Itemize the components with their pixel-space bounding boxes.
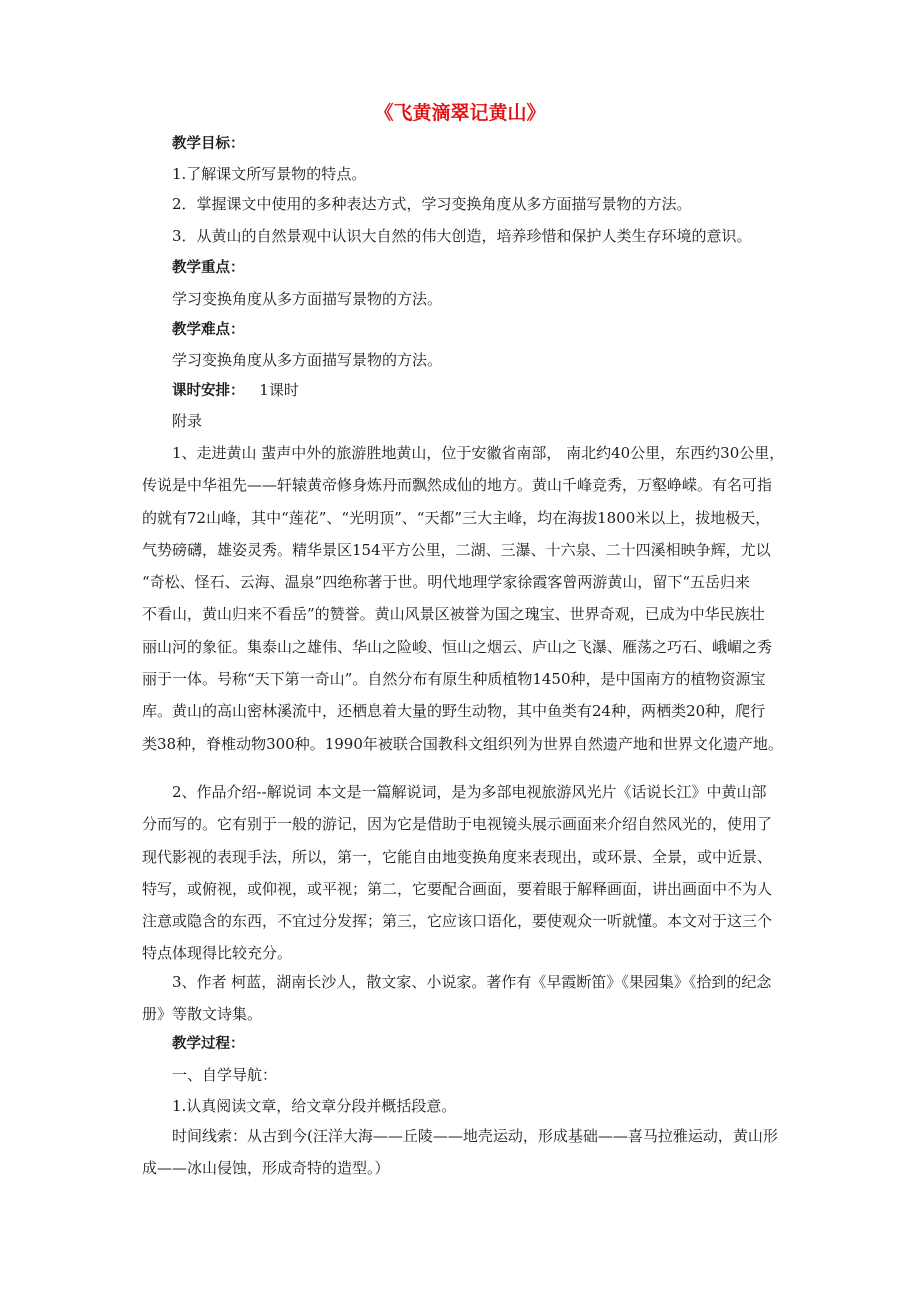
page-title: 《飞黄滴翠记黄山》 bbox=[374, 102, 546, 124]
process-section: 一、自学导航： bbox=[172, 1066, 278, 1084]
process-task: 1.认真阅读文章，给文章分段并概括段意。 bbox=[172, 1097, 457, 1115]
paragraph-line: 2、作品介绍--解说词 本文是一篇解说词，是为多部电视旅游风光片《话说长江》中黄山部 bbox=[172, 783, 767, 801]
paragraph-line: 3、作者 柯蓝，湖南长沙人，散文家、小说家。著作有《早霞断笛》《果园集》《拾到的纪念 bbox=[172, 973, 772, 991]
key-point-text: 学习变换角度从多方面描写景物的方法。 bbox=[172, 290, 443, 308]
paragraph-line: 1、走进黄山 蜚声中外的旅游胜地黄山，位于安徽省南部， 南北约40公里，东西约30公里， bbox=[172, 444, 785, 462]
paragraph-line: 册》等散文诗集。 bbox=[142, 1005, 263, 1024]
paragraph-line: 丽山河的象征。集泰山之雄伟、华山之险峻、恒山之烟云、庐山之飞瀑、雁荡之巧石、峨嵋之秀 bbox=[142, 637, 773, 656]
paragraph-line: 丽于一体。号称“天下第一奇山”。自然分布有原生种质植物1450种，是中国南方的植物资源宝 bbox=[142, 670, 766, 689]
schedule-heading: 课时安排： bbox=[172, 383, 245, 399]
paragraph-line: “奇松、怪石、云海、温泉”四绝称著于世。明代地理学家徐霞客曾两游黄山，留下“五岳归来 bbox=[142, 573, 751, 592]
paragraph-line: 库。黄山的高山密林溪流中，还栖息着大量的野生动物，其中鱼类有24种，两栖类20种，爬行 bbox=[142, 702, 766, 721]
paragraph-line: 的就有72山峰，其中“莲花”、“光明顶”、“天都”三大主峰，均在海拔1800米以上，拔地极天， bbox=[142, 508, 771, 527]
goal-item: 2．掌握课文中使用的多种表达方式，学习变换角度从多方面描写景物的方法。 bbox=[172, 195, 692, 213]
appendix-paragraph-1 bbox=[142, 437, 842, 760]
paragraph-line: 现代影视的表现手法，所以，第一，它能自由地变换角度来表现出，或环景、全景，或中近景、 bbox=[142, 847, 773, 866]
key-point-heading: 教学重点： bbox=[172, 260, 245, 276]
timeline-paragraph bbox=[142, 1120, 842, 1185]
goals-heading: 教学目标： bbox=[172, 136, 245, 152]
paragraph-line: 分而写的。它有别于一般的游记，因为它是借助于电视镜头展示画面来介绍自然风光的，使用了 bbox=[142, 815, 773, 834]
goal-item: 3．从黄山的自然景观中认识大自然的伟大创造，培养珍惜和保护人类生存环境的意识。 bbox=[172, 227, 752, 245]
paragraph-line: 不看山，黄山归来不看岳”的赞誉。黄山风景区被誉为国之瑰宝、世界奇观，已成为中华民族壮 bbox=[142, 605, 765, 624]
appendix-paragraph-3 bbox=[142, 966, 842, 1031]
paragraph-line: 时间线索：从古到今(汪洋大海——丘陵——地壳运动，形成基础——喜马拉雅运动，黄山形 bbox=[172, 1127, 778, 1145]
paragraph-line: 成——冰山侵蚀，形成奇特的造型。） bbox=[142, 1159, 390, 1178]
appendix-paragraph-2 bbox=[142, 776, 842, 970]
paragraph-line: 气势磅礴，雄姿灵秀。精华景区154平方公里，二湖、三瀑、十六泉、二十四溪相映争辉，尤以 bbox=[142, 540, 771, 559]
difficulty-text: 学习变换角度从多方面描写景物的方法。 bbox=[172, 351, 443, 369]
paragraph-line: 传说是中华祖先——轩辕黄帝修身炼丹而飘然成仙的地方。黄山千峰竞秀，万壑峥嵘。有名可指 bbox=[142, 476, 773, 495]
paragraph-line: 特点体现得比较充分。 bbox=[142, 944, 293, 963]
goal-item: 1.了解课文所写景物的特点。 bbox=[172, 165, 367, 183]
paragraph-line: 类38种，脊椎动物300种。1990年被联合国教科文组织列为世界自然遗产地和世界文化遗产地。 bbox=[142, 734, 783, 753]
difficulty-heading: 教学难点： bbox=[172, 322, 245, 338]
appendix-label: 附录 bbox=[172, 412, 203, 430]
schedule-line bbox=[172, 380, 299, 401]
paragraph-line: 注意或隐含的东西，不宜过分发挥；第三，它应该口语化，要使观众一听就懂。本文对于这三个 bbox=[142, 912, 773, 931]
paragraph-line: 特写，或俯视，或仰视，或平视；第二，它要配合画面，要着眼于解释画面，讲出画面中不为人 bbox=[142, 879, 773, 898]
process-heading: 教学过程： bbox=[172, 1036, 245, 1052]
schedule-value: 1课时 bbox=[259, 381, 299, 399]
